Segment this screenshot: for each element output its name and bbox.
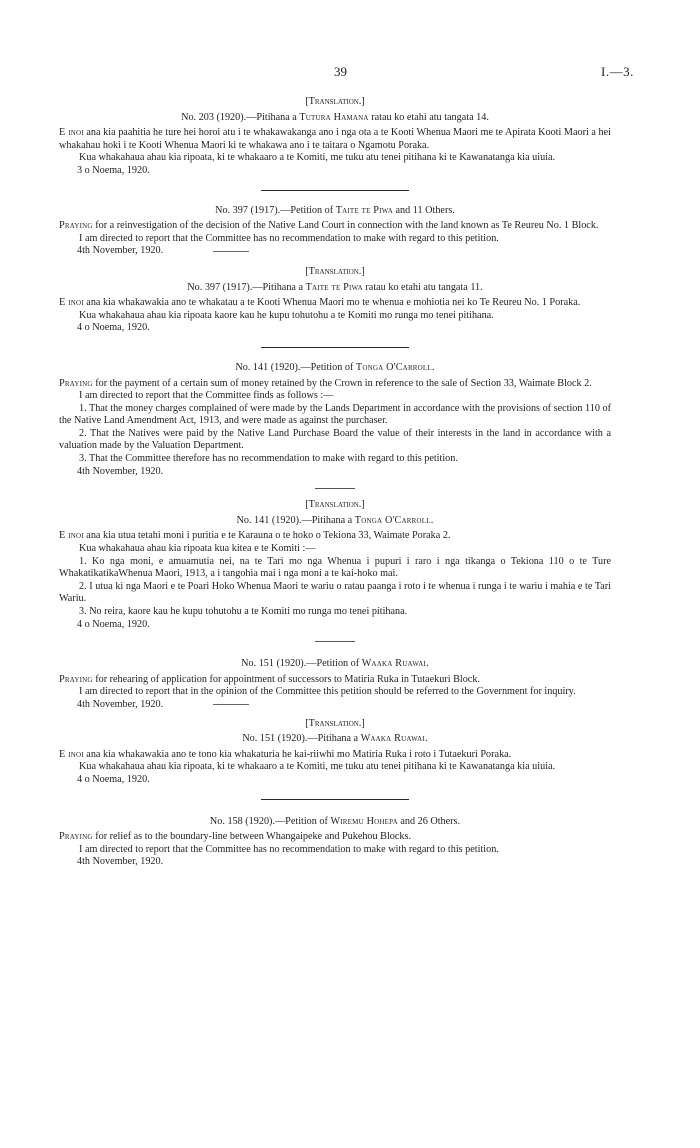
- report-date: 4 o Noema, 1920.: [77, 618, 150, 630]
- translation-label: [Translation.]: [305, 499, 365, 511]
- finding-item: 1. That the money charges complained of were made by the Lands Department in accordance with the provisions of section 110 of the Native Land Amendment Act, 1913, and were made as against the purchaser.: [59, 402, 611, 427]
- document-body: [59, 96, 611, 869]
- report-date: 4 o Noema, 1920.: [77, 322, 150, 334]
- report-text: I am directed to report that the Committee has no recommendation to make with regard to this petition.: [79, 232, 499, 244]
- title-prefix: No. 397 (1917).—Pitihana a: [187, 281, 306, 293]
- prayer-text: ana kia whakawakia ano te whakatau a te Kooti Whenua Maori mo te whenua e mohiotia nei ko Te Reureu No. 1 Poraka.: [83, 297, 581, 309]
- petition-title: [59, 515, 611, 528]
- title-prefix: No. 141 (1920).—Petition of: [235, 361, 356, 373]
- title-prefix: No. 397 (1917).—Petition of: [215, 204, 336, 216]
- petition-prayer: [59, 127, 611, 152]
- petitioner-name: Taite te Piwa: [305, 281, 363, 293]
- section-divider: [261, 347, 409, 348]
- prayer-text: ana kia utua tetahi moni i puritia e te Karauna o te hoko o Tekiona 33, Waimate Poraka 2.: [83, 530, 451, 542]
- lead-word: Praying: [59, 220, 93, 232]
- lead-word: Praying: [59, 377, 93, 389]
- petition-section-151: [59, 658, 611, 711]
- report-text: Kua whakahaua ahau kia ripoata kua kitea e te Komiti :—: [79, 543, 316, 555]
- petitioner-name: Waaka Ruawai.: [360, 733, 428, 745]
- short-divider: [213, 704, 249, 705]
- translation-label: [Translation.]: [305, 265, 365, 277]
- report-date: [59, 699, 611, 712]
- petitioner-name: Waaka Ruawai.: [361, 658, 429, 670]
- petition-title: [59, 816, 611, 829]
- petitioner-name: Wiremu Hohepa: [330, 815, 398, 827]
- title-suffix: ratau ko etahi atu tangata 14.: [368, 111, 489, 123]
- prayer-text: for the payment of a certain sum of money retained by the Crown in reference to the sale of Section 33, Waimate Block 2.: [92, 377, 592, 389]
- report-text: Kua whakahaua ahau kia ripoata, ki te whakaaro a te Komiti, me tuku atu tenei pitihana ki te Kawanatanga kia uiuia.: [79, 152, 556, 164]
- petition-section-151-translation: [59, 718, 611, 787]
- petition-title: [59, 362, 611, 375]
- prayer-text: for a reinvestigation of the decision of the Native Land Court in connection with the land known as Te Reureu No. 1 Block.: [92, 220, 599, 232]
- petition-prayer: [59, 674, 611, 687]
- report-text: I am directed to report that the Committee finds as follows :—: [79, 390, 334, 402]
- title-prefix: No. 158 (1920).—Petition of: [209, 815, 331, 827]
- report-date: [59, 245, 611, 258]
- prayer-text: for rehearing of application for appointment of successors to Matiria Ruka in Tutaekuri Block.: [92, 673, 480, 685]
- petition-prayer: [59, 220, 611, 233]
- petition-title: [59, 733, 611, 746]
- report-date-text: 4th November, 1920.: [77, 245, 164, 257]
- translation-label: [Translation.]: [305, 717, 365, 729]
- title-prefix: No. 203 (1920).—Pitihana a: [181, 111, 300, 123]
- page-header: [0, 66, 700, 86]
- petition-section-397: [59, 205, 611, 258]
- petition-section-203-translation: [59, 96, 611, 178]
- title-suffix: and 26 Others.: [397, 815, 461, 827]
- report-date: 4th November, 1920.: [77, 856, 164, 868]
- petition-section-397-translation: [59, 266, 611, 335]
- report-text: Kua whakahaua ahau kia ripoata kaore kau he kupu tohutohu a te Komiti mo runga mo tenei pitihana.: [79, 309, 494, 321]
- petition-prayer: [59, 530, 611, 543]
- petition-section-141: [59, 362, 611, 478]
- lead-word: E inoi: [59, 127, 84, 139]
- petition-section-141-translation: [59, 499, 611, 631]
- petitioner-name: Tonga O'Carroll.: [355, 361, 435, 373]
- report-text: I am directed to report that in the opinion of the Committee this petition should be referred to the Government for inquiry.: [79, 686, 576, 698]
- petition-prayer: [59, 297, 611, 310]
- petition-section-158: [59, 816, 611, 869]
- short-divider: [315, 488, 355, 489]
- report-date: 4th November, 1920.: [77, 465, 164, 477]
- finding-item: 2. I utua ki nga Maori e te Poari Hoko Whenua Maori te wariu o ratau paanga i roto i te whenua i runga i te wariu i mahia e te Tari Wariu.: [59, 580, 611, 605]
- section-divider: [261, 799, 409, 800]
- petition-title: [59, 205, 611, 218]
- title-prefix: No. 151 (1920).—Pitihana a: [242, 733, 361, 745]
- petition-prayer: [59, 831, 611, 844]
- title-suffix: and 11 Others.: [392, 204, 455, 216]
- prayer-text: ana kia whakawakia ano te tono kia whakaturia he kai-riiwhi mo Matiria Ruka i roto i Tutaekuri Poraka.: [83, 748, 512, 760]
- prayer-text: for relief as to the boundary-line between Whangaipeke and Pukehou Blocks.: [92, 831, 412, 843]
- page-number: 39: [334, 64, 347, 79]
- translation-label: [Translation.]: [305, 96, 365, 107]
- report-text: I am directed to report that the Committee has no recommendation to make with regard to this petition.: [79, 843, 499, 855]
- petitioner-name: Tutura Hamana: [299, 111, 369, 123]
- finding-item: 3. No reira, kaore kau he kupu tohutohu a te Komiti mo runga mo tenei pitihana.: [79, 606, 408, 617]
- title-prefix: No. 151 (1920).—Petition of: [241, 658, 362, 670]
- section-divider: [261, 190, 409, 191]
- short-divider: [213, 251, 249, 252]
- paper-reference: I.—3.: [601, 64, 634, 79]
- short-divider: [315, 641, 355, 642]
- lead-word: Praying: [59, 673, 93, 685]
- petition-title: [59, 658, 611, 671]
- petition-title: [59, 112, 611, 125]
- petition-title: [59, 282, 611, 295]
- title-suffix: ratau ko etahi atu tangata 11.: [362, 281, 483, 293]
- title-prefix: No. 141 (1920).—Pitihana a: [236, 514, 355, 526]
- lead-word: E inoi: [59, 530, 84, 542]
- petitioner-name: Taite te Piwa: [335, 204, 393, 216]
- lead-word: E inoi: [59, 748, 84, 760]
- report-date: 4 o Noema, 1920.: [77, 773, 150, 785]
- finding-item: 2. That the Natives were paid by the Native Land Purchase Board the value of their interests in the land in accordance with a valuation made by the Valuation Department.: [59, 427, 611, 452]
- lead-word: E inoi: [59, 297, 84, 309]
- petition-prayer: [59, 378, 611, 391]
- lead-word: Praying: [59, 831, 93, 843]
- finding-item: 3. That the Committee therefore has no recommendation to make with regard to this petition.: [79, 453, 458, 465]
- prayer-text: ana kia paahitia he ture hei horoi atu i te whakawakanga ano i nga ota a te Kooti Whenua Maori me te Apirata Kooti Maori a hei whakahau hoki i te Kooti Whenua Maori ki te whakawa ano i te taitara o Ngamotu Poraka.: [59, 127, 611, 151]
- petition-prayer: [59, 749, 611, 762]
- finding-item: 1. Ko nga moni, e amuamutia nei, na te Tari mo nga Whenua i pupuri i raro i nga tikanga o Tekiona 110 o te Ture WhakatikatikaWhenua Maori, 1913, a i tangohia mai i nga moni a te kai-hoko mai.: [59, 555, 611, 580]
- report-date: 3 o Noema, 1920.: [77, 164, 150, 176]
- report-date-text: 4th November, 1920.: [77, 698, 164, 710]
- petitioner-name: Tonga O'Carroll.: [354, 514, 434, 526]
- report-text: Kua whakahaua ahau kia ripoata, ki te whakaaro a te Komiti, me tuku atu tenei pitihana ki te Kawanatanga kia uiuia.: [79, 761, 556, 773]
